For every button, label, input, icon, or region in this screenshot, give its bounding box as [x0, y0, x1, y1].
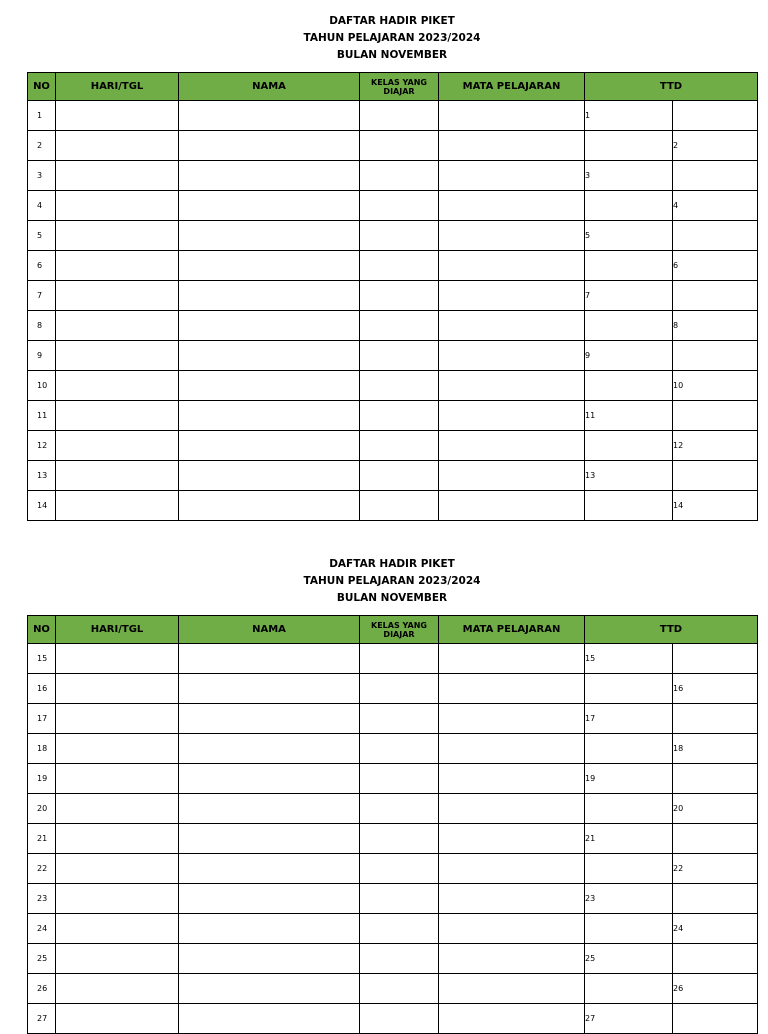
row-number[interactable]: 5 [28, 221, 56, 251]
table-header-row [28, 616, 758, 644]
row-number[interactable]: 22 [28, 854, 56, 884]
cell-ttd-left[interactable] [585, 431, 673, 461]
cell-ttd-right[interactable]: 18 [673, 734, 758, 764]
table-row [28, 341, 758, 371]
cell-kelas[interactable] [360, 764, 439, 794]
cell-ttd-right[interactable] [673, 161, 758, 191]
cell-nama[interactable] [179, 191, 360, 221]
cell-kelas[interactable] [360, 704, 439, 734]
cell-kelas[interactable] [360, 884, 439, 914]
header-kelas-line1: KELAS YANG [371, 620, 427, 630]
cell-ttd-left[interactable]: 27 [585, 1004, 673, 1034]
cell-mata-pelajaran[interactable] [439, 101, 585, 131]
cell-ttd-right[interactable] [673, 764, 758, 794]
cell-kelas[interactable] [360, 734, 439, 764]
header-hari-tgl: HARI/TGL [56, 73, 179, 101]
table-row [28, 944, 758, 974]
table-row [28, 461, 758, 491]
cell-kelas[interactable] [360, 944, 439, 974]
cell-ttd-left[interactable] [585, 974, 673, 1004]
cell-ttd-left[interactable]: 9 [585, 341, 673, 371]
cell-ttd-left[interactable] [585, 311, 673, 341]
header-ttd: TTD [585, 73, 758, 101]
table-row [28, 644, 758, 674]
cell-nama[interactable] [179, 884, 360, 914]
cell-hari-tgl[interactable] [56, 974, 179, 1004]
cell-hari-tgl[interactable] [56, 734, 179, 764]
cell-ttd-right[interactable] [673, 401, 758, 431]
cell-nama[interactable] [179, 854, 360, 884]
cell-hari-tgl[interactable] [56, 431, 179, 461]
row-number[interactable]: 19 [28, 764, 56, 794]
header-nama: NAMA [179, 616, 360, 644]
title-line-1: DAFTAR HADIR PIKET [329, 15, 455, 27]
table-row [28, 794, 758, 824]
document-title [27, 13, 757, 64]
cell-nama[interactable] [179, 734, 360, 764]
cell-nama[interactable] [179, 461, 360, 491]
cell-hari-tgl[interactable] [56, 131, 179, 161]
attendance-section-2 [27, 556, 757, 1023]
row-number[interactable]: 11 [28, 401, 56, 431]
cell-ttd-right[interactable] [673, 461, 758, 491]
cell-hari-tgl[interactable] [56, 281, 179, 311]
row-number[interactable]: 18 [28, 734, 56, 764]
table-row [28, 251, 758, 281]
cell-ttd-left[interactable]: 23 [585, 884, 673, 914]
row-number[interactable]: 21 [28, 824, 56, 854]
table-row [28, 704, 758, 734]
row-number[interactable]: 7 [28, 281, 56, 311]
cell-hari-tgl[interactable] [56, 371, 179, 401]
cell-kelas[interactable] [360, 491, 439, 521]
cell-nama[interactable] [179, 131, 360, 161]
table-row [28, 431, 758, 461]
header-mata-pelajaran: MATA PELAJARAN [439, 616, 585, 644]
cell-hari-tgl[interactable] [56, 461, 179, 491]
cell-ttd-right[interactable] [673, 281, 758, 311]
cell-hari-tgl[interactable] [56, 944, 179, 974]
cell-ttd-left[interactable] [585, 914, 673, 944]
cell-mata-pelajaran[interactable] [439, 431, 585, 461]
cell-kelas[interactable] [360, 131, 439, 161]
cell-nama[interactable] [179, 311, 360, 341]
table-row [28, 974, 758, 1004]
cell-ttd-left[interactable]: 21 [585, 824, 673, 854]
header-hari-tgl: HARI/TGL [56, 616, 179, 644]
cell-ttd-left[interactable] [585, 131, 673, 161]
cell-ttd-left[interactable] [585, 794, 673, 824]
cell-mata-pelajaran[interactable] [439, 311, 585, 341]
attendance-section-1 [27, 13, 757, 510]
row-number[interactable]: 20 [28, 794, 56, 824]
table-row [28, 1004, 758, 1034]
cell-mata-pelajaran[interactable] [439, 341, 585, 371]
cell-mata-pelajaran[interactable] [439, 401, 585, 431]
cell-kelas[interactable] [360, 221, 439, 251]
cell-mata-pelajaran[interactable] [439, 491, 585, 521]
cell-ttd-left[interactable] [585, 371, 673, 401]
row-number[interactable]: 23 [28, 884, 56, 914]
cell-nama[interactable] [179, 944, 360, 974]
cell-ttd-right[interactable] [673, 341, 758, 371]
row-number[interactable]: 1 [28, 101, 56, 131]
cell-kelas[interactable] [360, 461, 439, 491]
cell-ttd-right[interactable]: 26 [673, 974, 758, 1004]
cell-ttd-right[interactable] [673, 101, 758, 131]
cell-nama[interactable] [179, 764, 360, 794]
cell-ttd-right[interactable]: 8 [673, 311, 758, 341]
cell-kelas[interactable] [360, 1004, 439, 1034]
table-row [28, 281, 758, 311]
row-number[interactable]: 2 [28, 131, 56, 161]
cell-ttd-right[interactable] [673, 1004, 758, 1034]
table-row [28, 221, 758, 251]
cell-ttd-left[interactable] [585, 491, 673, 521]
cell-ttd-left[interactable]: 7 [585, 281, 673, 311]
cell-mata-pelajaran[interactable] [439, 674, 585, 704]
cell-hari-tgl[interactable] [56, 161, 179, 191]
cell-hari-tgl[interactable] [56, 401, 179, 431]
cell-hari-tgl[interactable] [56, 884, 179, 914]
cell-nama[interactable] [179, 704, 360, 734]
cell-kelas[interactable] [360, 161, 439, 191]
attendance-table-2 [27, 615, 758, 1034]
table-row [28, 734, 758, 764]
document-title-2 [27, 556, 757, 607]
cell-kelas[interactable] [360, 644, 439, 674]
cell-kelas[interactable] [360, 854, 439, 884]
cell-ttd-left[interactable] [585, 251, 673, 281]
table-row [28, 674, 758, 704]
cell-hari-tgl[interactable] [56, 221, 179, 251]
table-row [28, 884, 758, 914]
cell-ttd-right[interactable] [673, 944, 758, 974]
table-body-2 [28, 644, 758, 1034]
table-row [28, 371, 758, 401]
cell-ttd-left[interactable]: 15 [585, 644, 673, 674]
table-row [28, 101, 758, 131]
cell-kelas[interactable] [360, 251, 439, 281]
cell-nama[interactable] [179, 221, 360, 251]
header-nama: NAMA [179, 73, 360, 101]
cell-nama[interactable] [179, 281, 360, 311]
cell-hari-tgl[interactable] [56, 491, 179, 521]
cell-kelas[interactable] [360, 431, 439, 461]
cell-ttd-right[interactable]: 24 [673, 914, 758, 944]
cell-nama[interactable] [179, 644, 360, 674]
cell-mata-pelajaran[interactable] [439, 884, 585, 914]
cell-nama[interactable] [179, 674, 360, 704]
cell-nama[interactable] [179, 431, 360, 461]
cell-ttd-left[interactable]: 19 [585, 764, 673, 794]
cell-kelas[interactable] [360, 974, 439, 1004]
header-ttd: TTD [585, 616, 758, 644]
header-kelas-line1: KELAS YANG [371, 77, 427, 87]
cell-kelas[interactable] [360, 341, 439, 371]
cell-hari-tgl[interactable] [56, 704, 179, 734]
cell-mata-pelajaran[interactable] [439, 764, 585, 794]
cell-mata-pelajaran[interactable] [439, 974, 585, 1004]
header-no: NO [28, 616, 56, 644]
cell-ttd-left[interactable]: 11 [585, 401, 673, 431]
cell-mata-pelajaran[interactable] [439, 281, 585, 311]
cell-ttd-right[interactable]: 14 [673, 491, 758, 521]
cell-nama[interactable] [179, 371, 360, 401]
row-number[interactable]: 10 [28, 371, 56, 401]
cell-ttd-right[interactable] [673, 884, 758, 914]
table-row [28, 914, 758, 944]
table-row [28, 131, 758, 161]
cell-ttd-right[interactable]: 16 [673, 674, 758, 704]
cell-mata-pelajaran[interactable] [439, 1004, 585, 1034]
cell-kelas[interactable] [360, 371, 439, 401]
title-line-3: BULAN NOVEMBER [336, 592, 448, 604]
cell-nama[interactable] [179, 914, 360, 944]
cell-mata-pelajaran[interactable] [439, 221, 585, 251]
cell-mata-pelajaran[interactable] [439, 161, 585, 191]
cell-kelas[interactable] [360, 191, 439, 221]
title-line-2: TAHUN PELAJARAN 2023/2024 [303, 575, 481, 587]
table-row [28, 401, 758, 431]
header-kelas-line2: DIAJAR [383, 86, 415, 96]
row-number[interactable]: 9 [28, 341, 56, 371]
cell-mata-pelajaran[interactable] [439, 824, 585, 854]
table-header-row [28, 73, 758, 101]
cell-ttd-left[interactable]: 13 [585, 461, 673, 491]
cell-ttd-left[interactable] [585, 854, 673, 884]
cell-kelas[interactable] [360, 311, 439, 341]
cell-ttd-left[interactable] [585, 674, 673, 704]
cell-ttd-left[interactable]: 5 [585, 221, 673, 251]
cell-hari-tgl[interactable] [56, 101, 179, 131]
header-no: NO [28, 73, 56, 101]
cell-mata-pelajaran[interactable] [439, 371, 585, 401]
title-line-1: DAFTAR HADIR PIKET [329, 558, 455, 570]
cell-kelas[interactable] [360, 914, 439, 944]
table-row [28, 854, 758, 884]
cell-ttd-left[interactable] [585, 734, 673, 764]
cell-nama[interactable] [179, 491, 360, 521]
cell-ttd-right[interactable] [673, 221, 758, 251]
cell-nama[interactable] [179, 1004, 360, 1034]
row-number[interactable]: 3 [28, 161, 56, 191]
cell-hari-tgl[interactable] [56, 674, 179, 704]
cell-nama[interactable] [179, 794, 360, 824]
cell-hari-tgl[interactable] [56, 794, 179, 824]
cell-hari-tgl[interactable] [56, 914, 179, 944]
row-number[interactable]: 13 [28, 461, 56, 491]
table-row [28, 161, 758, 191]
cell-mata-pelajaran[interactable] [439, 644, 585, 674]
cell-mata-pelajaran[interactable] [439, 131, 585, 161]
cell-kelas[interactable] [360, 824, 439, 854]
cell-ttd-left[interactable] [585, 191, 673, 221]
cell-hari-tgl[interactable] [56, 644, 179, 674]
cell-ttd-right[interactable]: 12 [673, 431, 758, 461]
cell-ttd-left[interactable]: 1 [585, 101, 673, 131]
cell-ttd-right[interactable]: 6 [673, 251, 758, 281]
cell-ttd-left[interactable]: 17 [585, 704, 673, 734]
cell-ttd-right[interactable] [673, 824, 758, 854]
cell-mata-pelajaran[interactable] [439, 854, 585, 884]
title-line-3: BULAN NOVEMBER [336, 49, 448, 61]
table-row [28, 764, 758, 794]
header-kelas [360, 616, 439, 644]
cell-ttd-right[interactable] [673, 644, 758, 674]
table-body-1 [28, 101, 758, 521]
row-number[interactable]: 25 [28, 944, 56, 974]
cell-ttd-right[interactable]: 2 [673, 131, 758, 161]
cell-nama[interactable] [179, 101, 360, 131]
cell-kelas[interactable] [360, 794, 439, 824]
table-row [28, 491, 758, 521]
row-number[interactable]: 4 [28, 191, 56, 221]
table-row [28, 824, 758, 854]
cell-kelas[interactable] [360, 281, 439, 311]
table-row [28, 191, 758, 221]
cell-ttd-right[interactable]: 10 [673, 371, 758, 401]
cell-hari-tgl[interactable] [56, 341, 179, 371]
header-kelas-line2: DIAJAR [383, 629, 415, 639]
row-number[interactable]: 12 [28, 431, 56, 461]
table-row [28, 311, 758, 341]
header-mata-pelajaran: MATA PELAJARAN [439, 73, 585, 101]
row-number[interactable]: 17 [28, 704, 56, 734]
row-number[interactable]: 27 [28, 1004, 56, 1034]
cell-mata-pelajaran[interactable] [439, 191, 585, 221]
cell-kelas[interactable] [360, 401, 439, 431]
row-number[interactable]: 16 [28, 674, 56, 704]
cell-nama[interactable] [179, 974, 360, 1004]
header-kelas [360, 73, 439, 101]
cell-hari-tgl[interactable] [56, 311, 179, 341]
cell-ttd-right[interactable] [673, 704, 758, 734]
cell-hari-tgl[interactable] [56, 854, 179, 884]
row-number[interactable]: 14 [28, 491, 56, 521]
attendance-table-1 [27, 72, 758, 521]
cell-hari-tgl[interactable] [56, 1004, 179, 1034]
cell-mata-pelajaran[interactable] [439, 794, 585, 824]
row-number[interactable]: 8 [28, 311, 56, 341]
cell-ttd-left[interactable]: 3 [585, 161, 673, 191]
cell-kelas[interactable] [360, 674, 439, 704]
cell-mata-pelajaran[interactable] [439, 944, 585, 974]
row-number[interactable]: 26 [28, 974, 56, 1004]
row-number[interactable]: 6 [28, 251, 56, 281]
cell-mata-pelajaran[interactable] [439, 734, 585, 764]
cell-hari-tgl[interactable] [56, 251, 179, 281]
cell-ttd-right[interactable]: 20 [673, 794, 758, 824]
cell-ttd-left[interactable]: 25 [585, 944, 673, 974]
cell-ttd-right[interactable]: 4 [673, 191, 758, 221]
row-number[interactable]: 24 [28, 914, 56, 944]
cell-nama[interactable] [179, 161, 360, 191]
cell-hari-tgl[interactable] [56, 191, 179, 221]
title-line-2: TAHUN PELAJARAN 2023/2024 [303, 32, 481, 44]
row-number[interactable]: 15 [28, 644, 56, 674]
cell-mata-pelajaran[interactable] [439, 704, 585, 734]
cell-kelas[interactable] [360, 101, 439, 131]
cell-hari-tgl[interactable] [56, 764, 179, 794]
cell-nama[interactable] [179, 824, 360, 854]
cell-hari-tgl[interactable] [56, 824, 179, 854]
cell-nama[interactable] [179, 251, 360, 281]
cell-mata-pelajaran[interactable] [439, 461, 585, 491]
cell-nama[interactable] [179, 341, 360, 371]
cell-ttd-right[interactable]: 22 [673, 854, 758, 884]
cell-nama[interactable] [179, 401, 360, 431]
cell-mata-pelajaran[interactable] [439, 914, 585, 944]
cell-mata-pelajaran[interactable] [439, 251, 585, 281]
